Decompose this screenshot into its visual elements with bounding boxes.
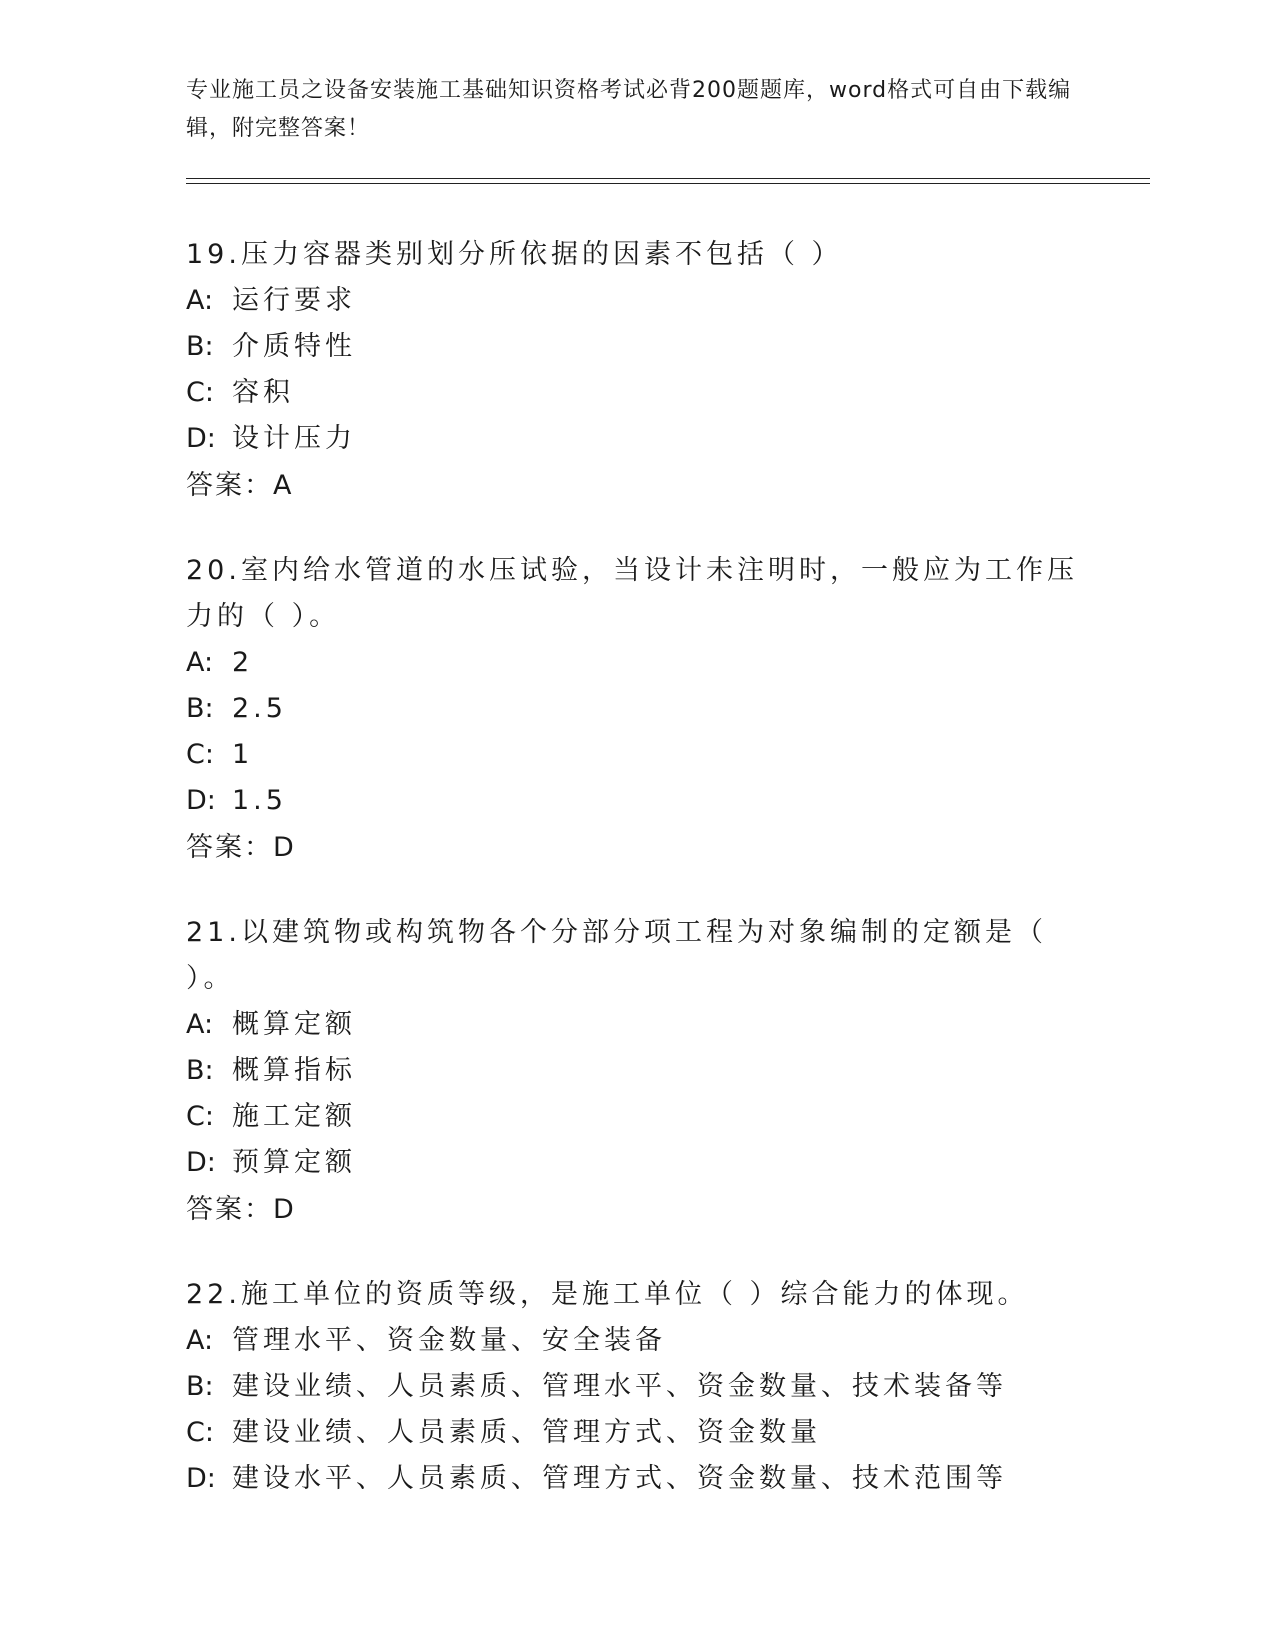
option-d [186, 416, 1086, 462]
option-text: 概算指标 [232, 1055, 356, 1086]
answer-line [186, 1186, 1086, 1234]
header-divider-bottom [186, 183, 1150, 184]
option-letter: B: [186, 693, 214, 724]
option-a [186, 278, 1086, 324]
option-text: 容积 [232, 377, 294, 408]
option-letter: B: [186, 331, 214, 362]
question-stem: 19.压力容器类别划分所依据的因素不包括（ ） [186, 239, 843, 270]
option-a [186, 640, 1086, 686]
answer-value: D [273, 1194, 296, 1225]
option-text: 介质特性 [232, 331, 356, 362]
option-a [186, 1318, 1086, 1364]
option-text: 1 [232, 739, 254, 770]
option-c [186, 732, 1086, 778]
option-letter: B: [186, 1055, 214, 1086]
option-text: 建设水平、人员素质、管理方式、资金数量、技术范围等 [232, 1463, 1007, 1494]
answer-label: 答案： [186, 470, 273, 501]
option-letter: B: [186, 1371, 214, 1402]
question-stem: 21.以建筑物或构筑物各个分部分项工程为对象编制的定额是（ ）。 [186, 917, 1047, 994]
document-header: 专业施工员之设备安装施工基础知识资格考试必背200题题库，word格式可自由下载编辑，附完整答案！ [186, 78, 1072, 141]
option-text: 设计压力 [232, 423, 356, 454]
option-b [186, 686, 1086, 732]
question-stem: 20.室内给水管道的水压试验，当设计未注明时，一般应为工作压力的（ ）。 [186, 555, 1078, 632]
option-letter: A: [186, 1325, 214, 1356]
option-b [186, 1364, 1086, 1410]
option-letter: C: [186, 377, 214, 408]
option-text: 预算定额 [232, 1147, 356, 1178]
question-22 [186, 1272, 1086, 1502]
answer-line [186, 824, 1086, 872]
option-letter: C: [186, 1101, 214, 1132]
option-letter: C: [186, 1417, 214, 1448]
question-20 [186, 548, 1086, 872]
option-letter: D: [186, 423, 216, 454]
option-c [186, 370, 1086, 416]
option-letter: A: [186, 1009, 214, 1040]
answer-value: A [273, 470, 294, 501]
option-text: 1.5 [232, 785, 287, 816]
option-text: 2 [232, 647, 254, 678]
option-text: 2.5 [232, 693, 287, 724]
option-text: 施工定额 [232, 1101, 356, 1132]
option-b [186, 324, 1086, 370]
option-c [186, 1094, 1086, 1140]
option-b [186, 1048, 1086, 1094]
answer-label: 答案： [186, 832, 273, 863]
question-list [186, 232, 1086, 1540]
question-19 [186, 232, 1086, 510]
option-text: 运行要求 [232, 285, 356, 316]
option-text: 概算定额 [232, 1009, 356, 1040]
option-d [186, 1456, 1086, 1502]
option-a [186, 1002, 1086, 1048]
option-letter: D: [186, 1147, 216, 1178]
option-letter: D: [186, 785, 216, 816]
answer-value: D [273, 832, 296, 863]
question-stem: 22.施工单位的资质等级，是施工单位（ ）综合能力的体现。 [186, 1279, 1029, 1310]
option-text: 建设业绩、人员素质、管理水平、资金数量、技术装备等 [232, 1371, 1007, 1402]
option-d [186, 1140, 1086, 1186]
option-letter: A: [186, 285, 214, 316]
option-letter: C: [186, 739, 214, 770]
question-21 [186, 910, 1086, 1234]
header-divider-top [186, 178, 1150, 179]
option-letter: D: [186, 1463, 216, 1494]
option-letter: A: [186, 647, 214, 678]
option-c [186, 1410, 1086, 1456]
answer-label: 答案： [186, 1194, 273, 1225]
answer-line [186, 462, 1086, 510]
option-text: 建设业绩、人员素质、管理方式、资金数量 [232, 1417, 821, 1448]
option-text: 管理水平、资金数量、安全装备 [232, 1325, 666, 1356]
option-d [186, 778, 1086, 824]
